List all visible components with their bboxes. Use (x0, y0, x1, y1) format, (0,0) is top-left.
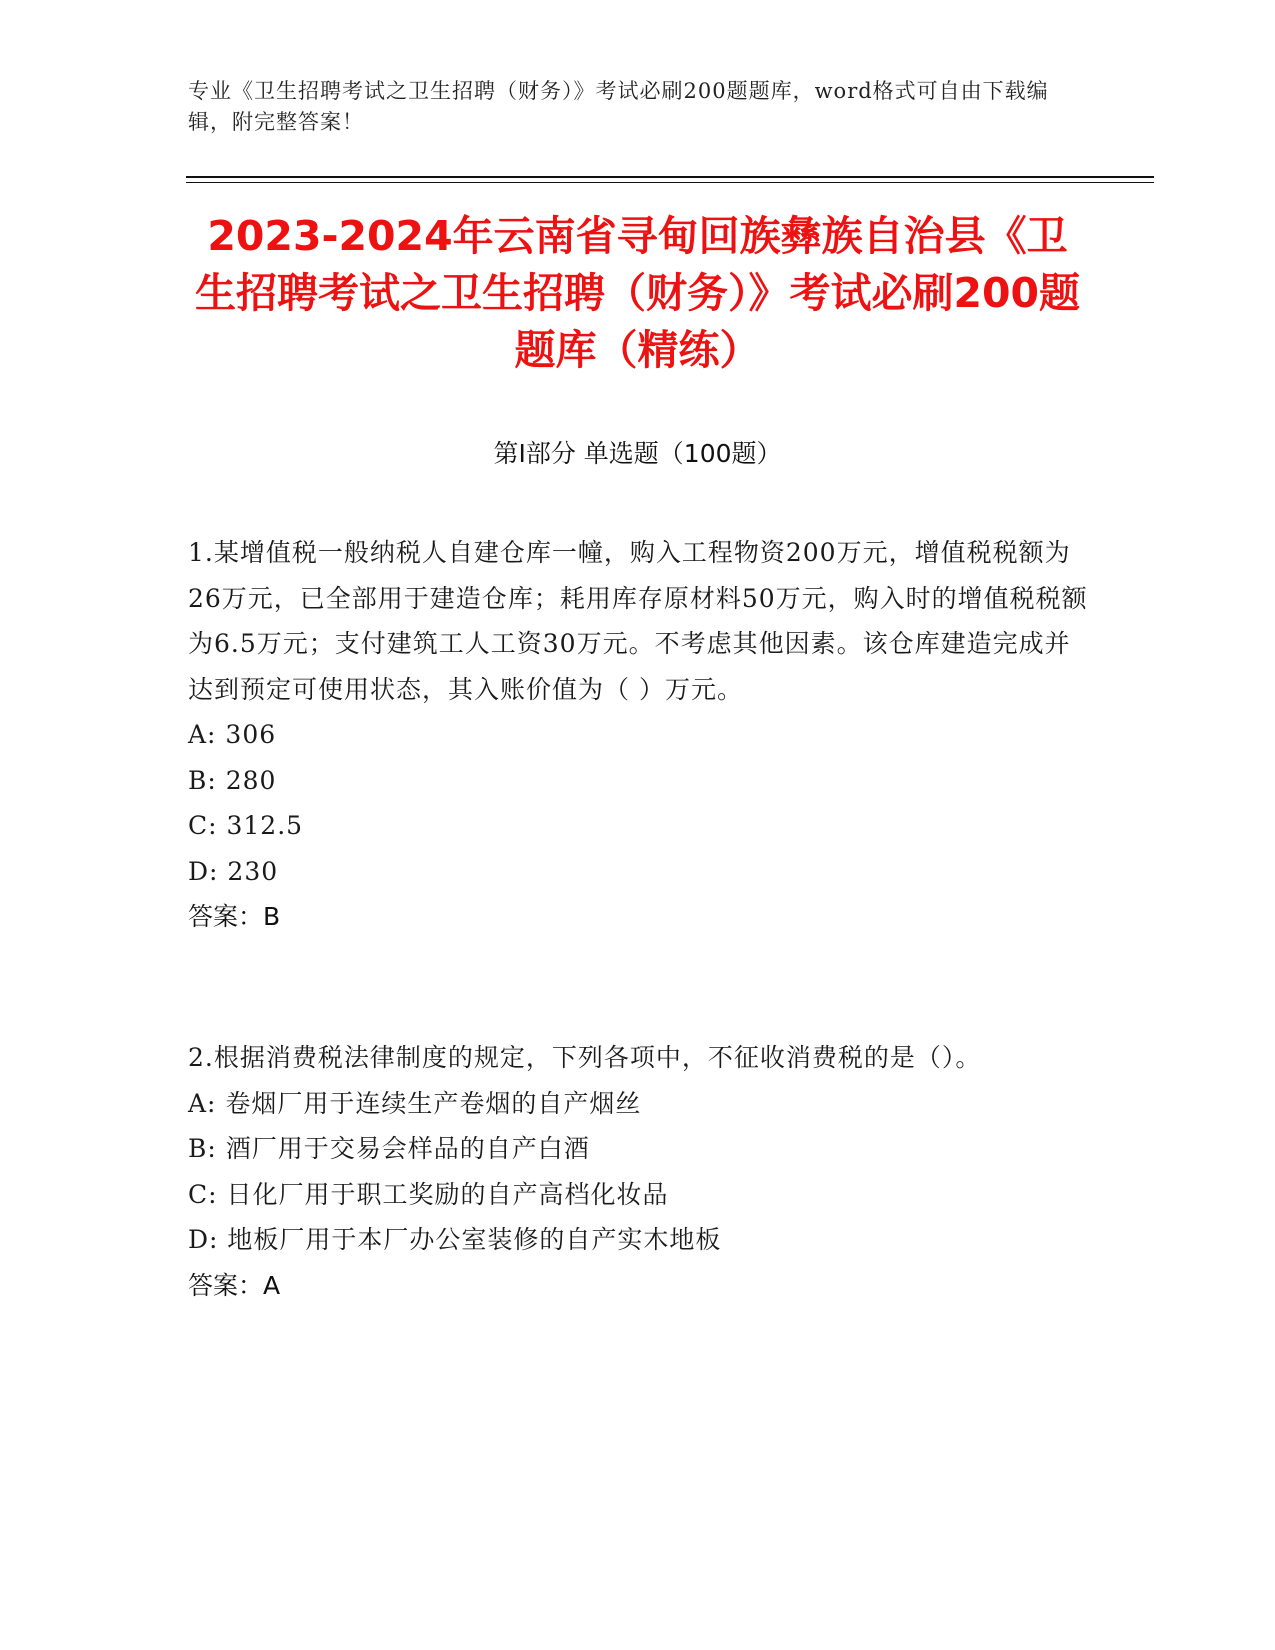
option-a: A: 卷烟厂用于连续生产卷烟的自产烟丝 (188, 1088, 642, 1118)
header-rule-thick (186, 176, 1154, 178)
option-b: B: 酒厂用于交易会样品的自产白酒 (188, 1134, 590, 1163)
question-1 (188, 530, 1088, 940)
question-2 (188, 1035, 1088, 1308)
answer: 答案：B (188, 902, 281, 931)
header-rule-thin (186, 182, 1154, 183)
header-note: 专业《卫生招聘考试之卫生招聘（财务）》考试必刷200题题库，word格式可自由下载编辑，附完整答案！ (188, 79, 1049, 134)
question-stem: 1.某增值税一般纳税人自建仓库一幢，购入工程物资200万元，增值税税额为26万元，已全部用于建造仓库；耗用库存原材料50万元，购入时的增值税税额为6.5万元；支付建筑工人工资30万元。不考虑其他因素。该仓库建造完成并达到预定可使用状态，其入账价值为（ ）万元。 (188, 538, 1088, 704)
document-title: 2023-2024年云南省寻甸回族彝族自治县《卫生招聘考试之卫生招聘（财务）》考试必刷200题题库（精练） (194, 212, 1081, 374)
section-title: 第Ⅰ部分 单选题（100题） (493, 439, 782, 468)
option-b: B: 280 (188, 765, 277, 795)
option-c: C: 日化厂用于职工奖励的自产高档化妆品 (188, 1179, 669, 1209)
option-d: D: 地板厂用于本厂办公室装修的自产实木地板 (188, 1225, 722, 1254)
option-c: C: 312.5 (188, 811, 304, 840)
question-stem: 2.根据消费税法律制度的规定，下列各项中，不征收消费税的是（）。 (188, 1043, 982, 1072)
option-a: A: 306 (188, 720, 277, 749)
answer: 答案：A (188, 1270, 281, 1300)
option-d: D: 230 (188, 856, 279, 886)
